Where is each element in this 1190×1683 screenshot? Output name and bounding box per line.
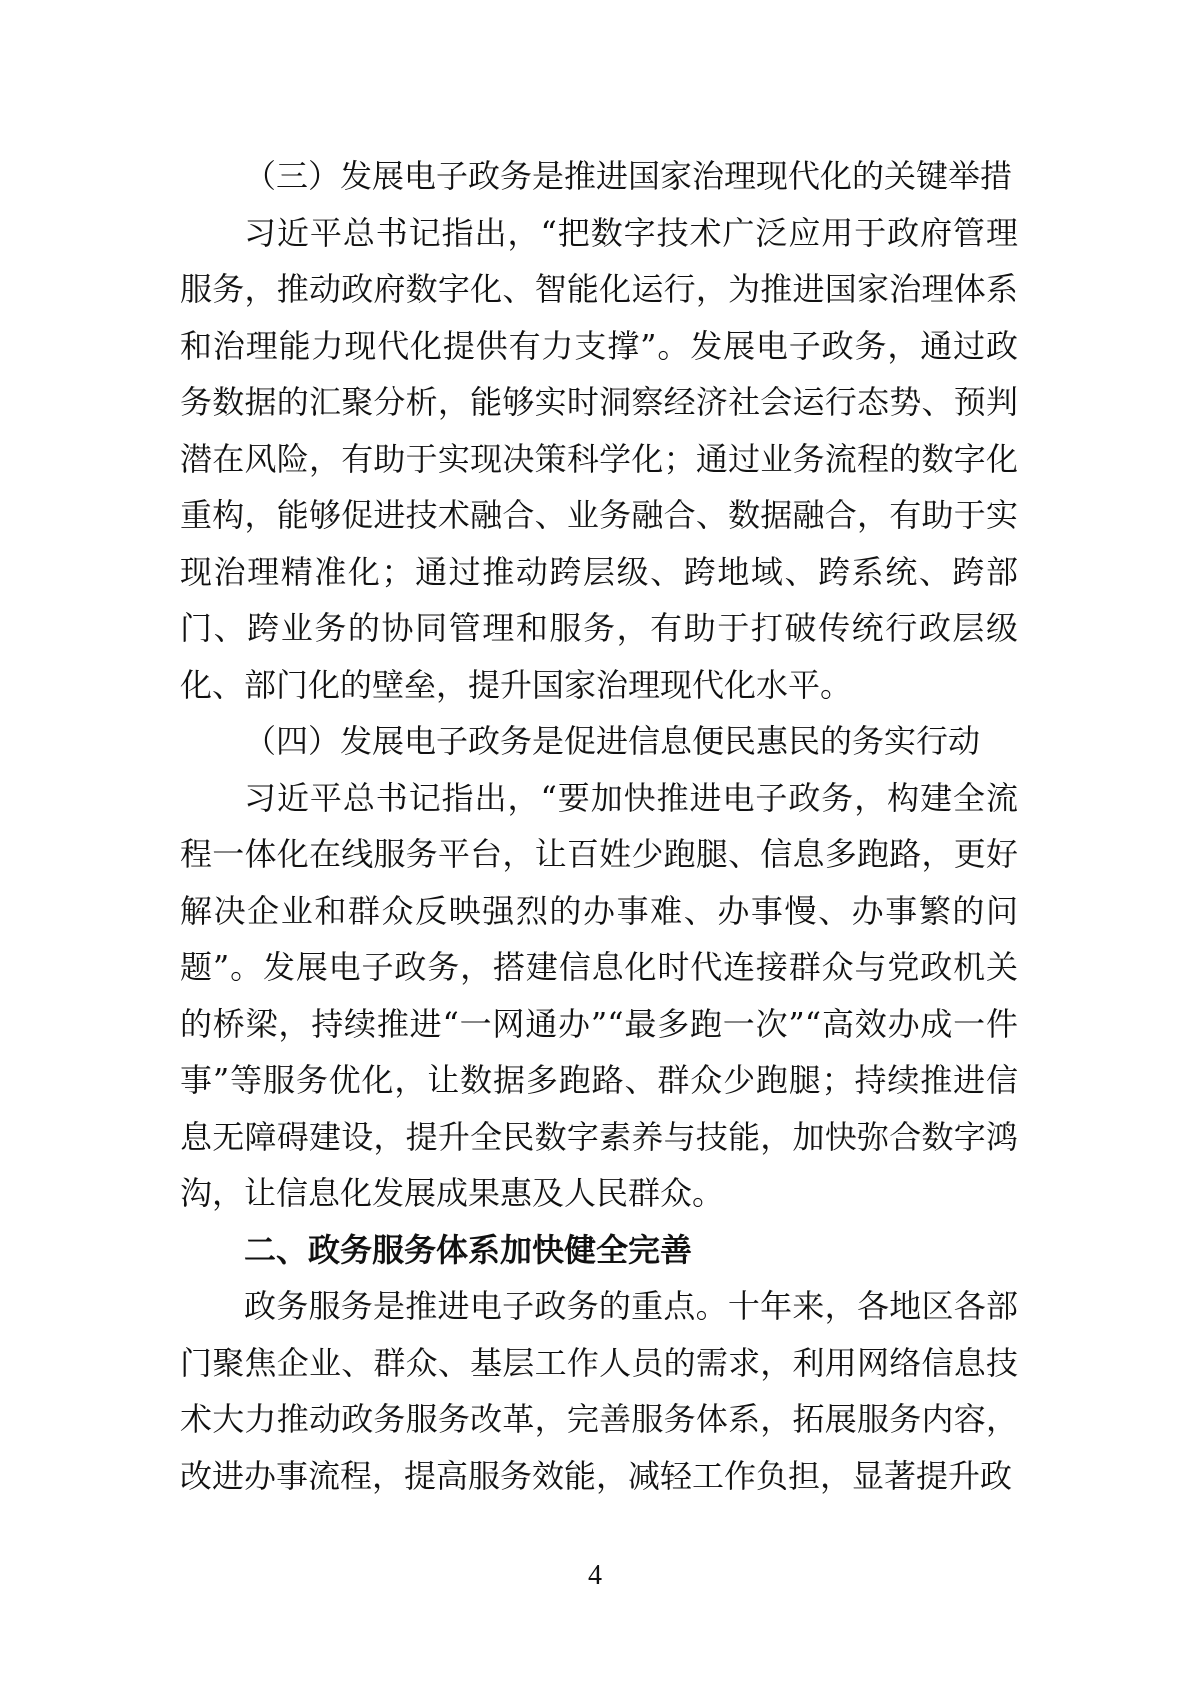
section-heading-three: （三）发展电子政务是推进国家治理现代化的关键举措 <box>244 157 1013 195</box>
section-three-paragraph: 习近平总书记指出，“把数字技术广泛应用于政府管理服务，推动政府数字化、智能化运行，为推进国家治理体系和治理能力现代化提供有力支撑”。发展电子政务，通过政务数据的汇聚分析，能够实时洞察经济社会运行态势、预判潜在风险，有助于实现决策科学化；通过业务流程的数字化重构，能够促进技术融合、业务融合、数据融合，有助于实现治理精准化；通过推动跨层级、跨地域、跨系统、跨部门、跨业务的协同管理和服务，有助于打破传统行政层级化、部门化的壁垒，提升国家治理现代化水平。 <box>180 213 1018 704</box>
section-four-paragraph: 习近平总书记指出，“要加快推进电子政务，构建全流程一体化在线服务平台，让百姓少跑腿、信息多跑路，更好解决企业和群众反映强烈的办事难、办事慢、办事繁的问题”。发展电子政务，搭建信息化时代连接群众与党政机关的桥梁，持续推进“一网通办”“最多跑一次”“高效办成一件事”等服务优化，让数据多跑路、群众少跑腿；持续推进信息无障碍建设，提升全民数字素养与技能，加快弥合数字鸿沟，让信息化发展成果惠及人民群众。 <box>180 778 1018 1212</box>
chapter-heading-two: 二、政务服务体系加快健全完善 <box>244 1230 693 1269</box>
document-body <box>180 148 1018 1504</box>
section-heading-four: （四）发展电子政务是促进信息便民惠民的务实行动 <box>244 722 981 760</box>
page-number: 4 <box>588 1560 602 1591</box>
chapter-two-paragraph: 政务服务是推进电子政务的重点。十年来，各地区各部门聚焦企业、群众、基层工作人员的需求，利用网络信息技术大力推动政务服务改革，完善服务体系，拓展服务内容，改进办事流程，提高服务效能，减轻工作负担，显著提升政 <box>180 1287 1018 1495</box>
